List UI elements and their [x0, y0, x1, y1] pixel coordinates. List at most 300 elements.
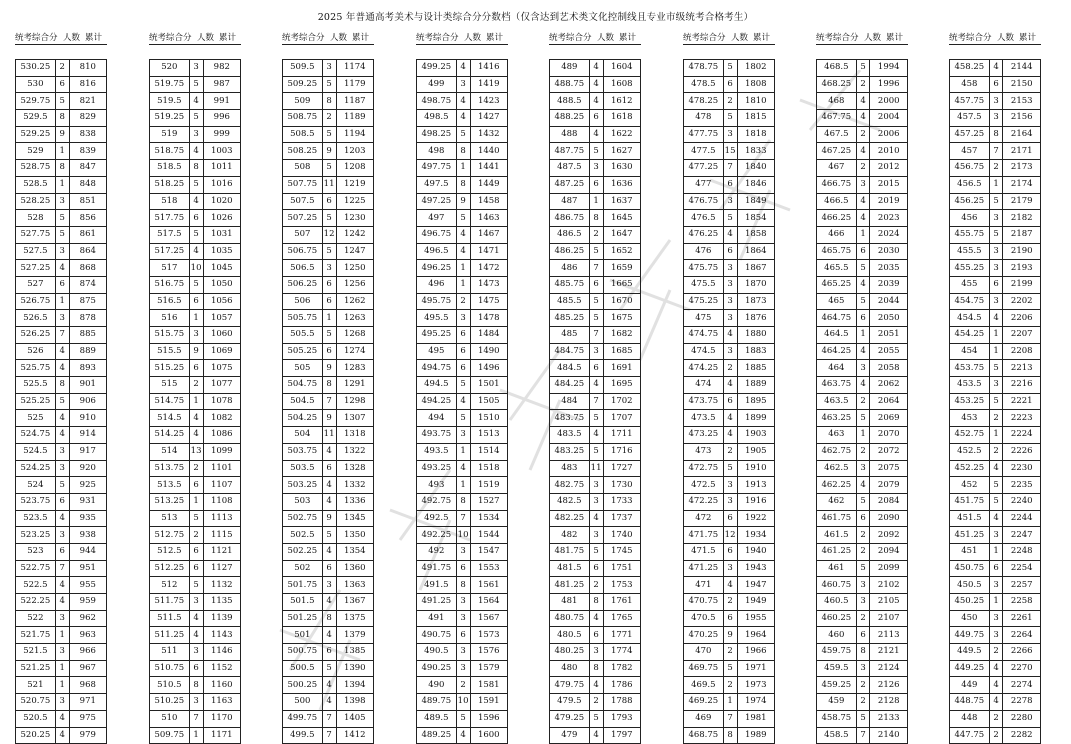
- table-row: [684, 377, 775, 394]
- table-row: [283, 694, 374, 711]
- cumulative-cell: 2075: [870, 460, 908, 477]
- score-cell: 452.75: [950, 427, 990, 444]
- score-cell: 463.75: [817, 377, 857, 394]
- score-cell: 476.5: [684, 210, 724, 227]
- table-row: [950, 126, 1041, 143]
- table-row: [16, 594, 107, 611]
- score-cell: 466: [817, 226, 857, 243]
- table-row: [283, 360, 374, 377]
- score-cell: 463.5: [817, 393, 857, 410]
- count-cell: 2: [456, 293, 470, 310]
- score-cell: 478.75: [684, 60, 724, 77]
- count-cell: 6: [189, 543, 203, 560]
- table-row: [417, 610, 508, 627]
- cumulative-cell: 1268: [336, 327, 373, 344]
- cumulative-cell: 1934: [737, 527, 774, 544]
- score-cell: 461.25: [817, 543, 857, 560]
- table-row: [16, 460, 107, 477]
- count-cell: 4: [55, 510, 69, 527]
- table-row: [150, 594, 241, 611]
- count-cell: 3: [856, 460, 870, 477]
- count-cell: 4: [456, 460, 470, 477]
- table-row: [950, 710, 1041, 727]
- table-row: [950, 293, 1041, 310]
- score-column-3: [282, 31, 374, 744]
- score-cell: 472: [684, 510, 724, 527]
- count-cell: 1: [55, 627, 69, 644]
- score-cell: 481.25: [550, 577, 590, 594]
- score-cell: 476.75: [684, 193, 724, 210]
- cumulative-cell: 1618: [603, 110, 640, 127]
- score-cell: 525.5: [16, 377, 56, 394]
- count-cell: 4: [456, 393, 470, 410]
- score-cell: 488: [550, 126, 590, 143]
- count-cell: 4: [55, 577, 69, 594]
- cumulative-cell: 1510: [470, 410, 507, 427]
- cumulative-cell: 2213: [1003, 360, 1041, 377]
- table-row: [550, 60, 641, 77]
- cumulative-cell: 821: [69, 93, 106, 110]
- score-cell: 462.75: [817, 443, 857, 460]
- cumulative-cell: 996: [203, 110, 240, 127]
- count-cell: 8: [322, 93, 336, 110]
- cumulative-cell: 1895: [737, 393, 774, 410]
- table-row: [283, 510, 374, 527]
- cumulative-cell: 1691: [603, 360, 640, 377]
- cumulative-cell: 2156: [1003, 110, 1041, 127]
- score-cell: 465.25: [817, 276, 857, 293]
- table-row: [817, 694, 908, 711]
- cumulative-cell: 1581: [470, 677, 507, 694]
- count-cell: 2: [723, 93, 737, 110]
- score-cell: 501.25: [283, 610, 323, 627]
- header-cum: 累计: [486, 33, 504, 43]
- cumulative-cell: 2055: [870, 343, 908, 360]
- score-cell: 503: [283, 493, 323, 510]
- score-cell: 494.25: [417, 393, 457, 410]
- count-cell: 1: [989, 343, 1003, 360]
- cumulative-cell: 1949: [737, 594, 774, 611]
- count-cell: 5: [322, 160, 336, 177]
- score-cell: 458: [950, 76, 990, 93]
- count-cell: 4: [989, 660, 1003, 677]
- cumulative-cell: 2024: [870, 226, 908, 243]
- score-cell: 496: [417, 276, 457, 293]
- score-cell: 460.25: [817, 610, 857, 627]
- cumulative-cell: 868: [69, 260, 106, 277]
- score-cell: 526: [16, 343, 56, 360]
- count-cell: 10: [456, 527, 470, 544]
- table-row: [817, 427, 908, 444]
- table-row: [150, 610, 241, 627]
- count-cell: 6: [723, 510, 737, 527]
- score-cell: 506.75: [283, 243, 323, 260]
- count-cell: 7: [989, 143, 1003, 160]
- cumulative-cell: 2244: [1003, 510, 1041, 527]
- cumulative-cell: 2216: [1003, 377, 1041, 394]
- score-cell: 453.75: [950, 360, 990, 377]
- cumulative-cell: 1867: [737, 260, 774, 277]
- cumulative-cell: 2090: [870, 510, 908, 527]
- score-cell: 516.5: [150, 293, 190, 310]
- count-cell: 3: [989, 93, 1003, 110]
- count-cell: 2: [723, 594, 737, 611]
- cumulative-cell: 1174: [336, 60, 373, 77]
- cumulative-cell: 1771: [603, 627, 640, 644]
- score-cell: 484.5: [550, 360, 590, 377]
- count-cell: 3: [456, 610, 470, 627]
- count-cell: 3: [456, 644, 470, 661]
- cumulative-cell: 1283: [336, 360, 373, 377]
- cumulative-cell: 1647: [603, 226, 640, 243]
- table-row: [16, 393, 107, 410]
- score-cell: 505.25: [283, 343, 323, 360]
- table-row: [150, 460, 241, 477]
- table-row: [283, 427, 374, 444]
- count-cell: 4: [589, 377, 603, 394]
- table-row: [16, 126, 107, 143]
- cumulative-cell: 2044: [870, 293, 908, 310]
- count-cell: 9: [723, 627, 737, 644]
- count-cell: 5: [456, 410, 470, 427]
- count-cell: 4: [856, 143, 870, 160]
- score-cell: 468.25: [817, 76, 857, 93]
- table-row: [950, 76, 1041, 93]
- count-cell: 1: [189, 310, 203, 327]
- cumulative-cell: 1484: [470, 327, 507, 344]
- cumulative-cell: 1505: [470, 393, 507, 410]
- table-row: [417, 110, 508, 127]
- table-row: [150, 393, 241, 410]
- table-row: [16, 176, 107, 193]
- score-cell: 480.25: [550, 644, 590, 661]
- table-row: [417, 510, 508, 527]
- table-row: [417, 427, 508, 444]
- score-cell: 457.5: [950, 110, 990, 127]
- table-row: [950, 193, 1041, 210]
- count-cell: 5: [856, 560, 870, 577]
- table-row: [150, 143, 241, 160]
- table-row: [283, 260, 374, 277]
- score-cell: 500.25: [283, 677, 323, 694]
- score-cell: 493.75: [417, 427, 457, 444]
- table-row: [950, 543, 1041, 560]
- cumulative-cell: 1475: [470, 293, 507, 310]
- score-cell: 495.25: [417, 327, 457, 344]
- column-header: [549, 31, 641, 45]
- score-cell: 524: [16, 477, 56, 494]
- table-row: [417, 477, 508, 494]
- table-row: [150, 644, 241, 661]
- cumulative-cell: 1423: [470, 93, 507, 110]
- table-row: [817, 293, 908, 310]
- count-cell: 1: [856, 327, 870, 344]
- cumulative-cell: 1490: [470, 343, 507, 360]
- score-cell: 458.25: [950, 60, 990, 77]
- cumulative-cell: 1318: [336, 427, 373, 444]
- cumulative-cell: 2058: [870, 360, 908, 377]
- count-cell: 4: [456, 243, 470, 260]
- count-cell: 5: [989, 226, 1003, 243]
- score-cell: 478: [684, 110, 724, 127]
- score-cell: 498.25: [417, 126, 457, 143]
- cumulative-cell: 2010: [870, 143, 908, 160]
- table-row: [417, 260, 508, 277]
- table-row: [16, 510, 107, 527]
- header-count: 人数: [330, 33, 348, 43]
- count-cell: 3: [322, 60, 336, 77]
- cumulative-cell: 2164: [1003, 126, 1041, 143]
- table-row: [16, 577, 107, 594]
- count-cell: 4: [322, 543, 336, 560]
- count-cell: 2: [856, 126, 870, 143]
- count-cell: 6: [55, 76, 69, 93]
- count-cell: 4: [189, 627, 203, 644]
- cumulative-cell: 1670: [603, 293, 640, 310]
- table-row: [150, 560, 241, 577]
- table-row: [684, 60, 775, 77]
- table-row: [550, 377, 641, 394]
- table-row: [550, 510, 641, 527]
- score-cell: 463.25: [817, 410, 857, 427]
- table-row: [950, 160, 1041, 177]
- count-cell: 4: [589, 93, 603, 110]
- count-cell: 7: [589, 260, 603, 277]
- count-cell: 5: [723, 660, 737, 677]
- cumulative-cell: 1876: [737, 310, 774, 327]
- cumulative-cell: 1788: [603, 694, 640, 711]
- cumulative-cell: 1003: [203, 143, 240, 160]
- score-cell: 502: [283, 560, 323, 577]
- table-row: [684, 694, 775, 711]
- count-cell: 7: [55, 327, 69, 344]
- score-cell: 518: [150, 193, 190, 210]
- cumulative-cell: 2092: [870, 527, 908, 544]
- count-cell: 4: [189, 93, 203, 110]
- count-cell: 5: [856, 410, 870, 427]
- score-cell: 486: [550, 260, 590, 277]
- table-row: [817, 493, 908, 510]
- cumulative-cell: 1045: [203, 260, 240, 277]
- table-row: [16, 377, 107, 394]
- count-cell: 6: [989, 560, 1003, 577]
- count-cell: 8: [589, 210, 603, 227]
- count-cell: 1: [189, 393, 203, 410]
- cumulative-cell: 1113: [203, 510, 240, 527]
- cumulative-cell: 1973: [737, 677, 774, 694]
- cumulative-cell: 2264: [1003, 627, 1041, 644]
- count-cell: 6: [723, 610, 737, 627]
- table-row: [684, 360, 775, 377]
- count-cell: 5: [322, 660, 336, 677]
- score-cell: 493.5: [417, 443, 457, 460]
- cumulative-cell: 2039: [870, 276, 908, 293]
- cumulative-cell: 2062: [870, 377, 908, 394]
- header-cum: 累计: [753, 33, 771, 43]
- score-cell: 529.75: [16, 93, 56, 110]
- count-cell: 5: [589, 143, 603, 160]
- table-row: [550, 126, 641, 143]
- score-cell: 519.5: [150, 93, 190, 110]
- cumulative-cell: 889: [69, 343, 106, 360]
- table-row: [950, 627, 1041, 644]
- table-row: [150, 310, 241, 327]
- score-cell: 474.5: [684, 343, 724, 360]
- cumulative-cell: 1883: [737, 343, 774, 360]
- score-cell: 478.5: [684, 76, 724, 93]
- count-cell: 3: [456, 427, 470, 444]
- cumulative-cell: 1622: [603, 126, 640, 143]
- score-cell: 502.5: [283, 527, 323, 544]
- table-row: [417, 393, 508, 410]
- count-cell: 3: [189, 594, 203, 611]
- score-cell: 518.5: [150, 160, 190, 177]
- score-cell: 484: [550, 393, 590, 410]
- score-cell: 456: [950, 210, 990, 227]
- table-row: [684, 210, 775, 227]
- table-row: [817, 226, 908, 243]
- count-cell: 3: [856, 660, 870, 677]
- score-cell: 498.5: [417, 110, 457, 127]
- table-row: [950, 93, 1041, 110]
- column-header: [15, 31, 107, 45]
- table-row: [283, 160, 374, 177]
- count-cell: 9: [189, 343, 203, 360]
- score-cell: 511: [150, 644, 190, 661]
- score-cell: 472.25: [684, 493, 724, 510]
- cumulative-cell: 864: [69, 243, 106, 260]
- count-cell: 5: [989, 477, 1003, 494]
- score-cell: 527.75: [16, 226, 56, 243]
- cumulative-cell: 967: [69, 660, 106, 677]
- count-cell: 1: [989, 543, 1003, 560]
- cumulative-cell: 959: [69, 594, 106, 611]
- score-cell: 447.75: [950, 727, 990, 744]
- count-cell: 4: [55, 360, 69, 377]
- table-row: [950, 327, 1041, 344]
- table-row: [16, 210, 107, 227]
- cumulative-cell: 1473: [470, 276, 507, 293]
- count-cell: 7: [723, 160, 737, 177]
- count-cell: 1: [989, 594, 1003, 611]
- score-cell: 520.75: [16, 694, 56, 711]
- count-cell: 2: [856, 393, 870, 410]
- score-cell: 450.75: [950, 560, 990, 577]
- count-cell: 8: [55, 160, 69, 177]
- cumulative-cell: 2193: [1003, 260, 1041, 277]
- table-row: [684, 343, 775, 360]
- count-cell: 5: [723, 460, 737, 477]
- cumulative-cell: 2107: [870, 610, 908, 627]
- score-cell: 503.25: [283, 477, 323, 494]
- table-row: [684, 477, 775, 494]
- score-cell: 462: [817, 493, 857, 510]
- table-row: [417, 577, 508, 594]
- count-cell: 3: [856, 594, 870, 611]
- count-cell: 4: [322, 677, 336, 694]
- score-cell: 460.5: [817, 594, 857, 611]
- table-row: [150, 727, 241, 744]
- cumulative-cell: 1291: [336, 377, 373, 394]
- count-cell: 3: [989, 210, 1003, 227]
- score-cell: 462.5: [817, 460, 857, 477]
- score-cell: 461.75: [817, 510, 857, 527]
- cumulative-cell: 1078: [203, 393, 240, 410]
- cumulative-cell: 2240: [1003, 493, 1041, 510]
- score-cell: 461.5: [817, 527, 857, 544]
- cumulative-cell: 1665: [603, 276, 640, 293]
- table-row: [950, 393, 1041, 410]
- table-row: [950, 644, 1041, 661]
- cumulative-cell: 1740: [603, 527, 640, 544]
- table-row: [16, 644, 107, 661]
- score-column-8: [949, 31, 1041, 744]
- table-row: [283, 477, 374, 494]
- score-cell: 504.5: [283, 393, 323, 410]
- count-cell: 8: [856, 644, 870, 661]
- table-row: [550, 276, 641, 293]
- cumulative-cell: 1858: [737, 226, 774, 243]
- header-score: 统考综合分: [15, 33, 58, 43]
- score-cell: 499.5: [283, 727, 323, 744]
- count-cell: 5: [856, 260, 870, 277]
- score-cell: 448.75: [950, 694, 990, 711]
- cumulative-cell: 1179: [336, 76, 373, 93]
- score-cell: 458.75: [817, 710, 857, 727]
- count-cell: 3: [723, 343, 737, 360]
- score-cell: 467.25: [817, 143, 857, 160]
- cumulative-cell: 901: [69, 377, 106, 394]
- cumulative-cell: 1020: [203, 193, 240, 210]
- count-cell: 6: [456, 560, 470, 577]
- score-cell: 455: [950, 276, 990, 293]
- count-cell: 7: [189, 710, 203, 727]
- table-row: [16, 143, 107, 160]
- table-row: [417, 193, 508, 210]
- score-cell: 449.75: [950, 627, 990, 644]
- score-cell: 529.25: [16, 126, 56, 143]
- score-cell: 474.75: [684, 327, 724, 344]
- score-cell: 507.5: [283, 193, 323, 210]
- count-cell: 1: [989, 176, 1003, 193]
- score-table: [282, 59, 374, 744]
- table-row: [417, 443, 508, 460]
- count-cell: 6: [456, 627, 470, 644]
- cumulative-cell: 906: [69, 393, 106, 410]
- cumulative-cell: 1412: [336, 727, 373, 744]
- cumulative-cell: 1398: [336, 694, 373, 711]
- score-cell: 477.5: [684, 143, 724, 160]
- cumulative-cell: 2000: [870, 93, 908, 110]
- count-cell: 4: [55, 710, 69, 727]
- table-row: [16, 543, 107, 560]
- cumulative-cell: 1189: [336, 110, 373, 127]
- count-cell: 3: [723, 293, 737, 310]
- count-cell: 5: [55, 93, 69, 110]
- score-cell: 466.25: [817, 210, 857, 227]
- score-cell: 515: [150, 377, 190, 394]
- cumulative-cell: 1298: [336, 393, 373, 410]
- cumulative-cell: 1101: [203, 460, 240, 477]
- cumulative-cell: 1527: [470, 493, 507, 510]
- score-cell: 493: [417, 477, 457, 494]
- cumulative-cell: 1810: [737, 93, 774, 110]
- header-count: 人数: [63, 33, 81, 43]
- table-row: [950, 694, 1041, 711]
- table-row: [283, 644, 374, 661]
- cumulative-cell: 1035: [203, 243, 240, 260]
- table-row: [16, 93, 107, 110]
